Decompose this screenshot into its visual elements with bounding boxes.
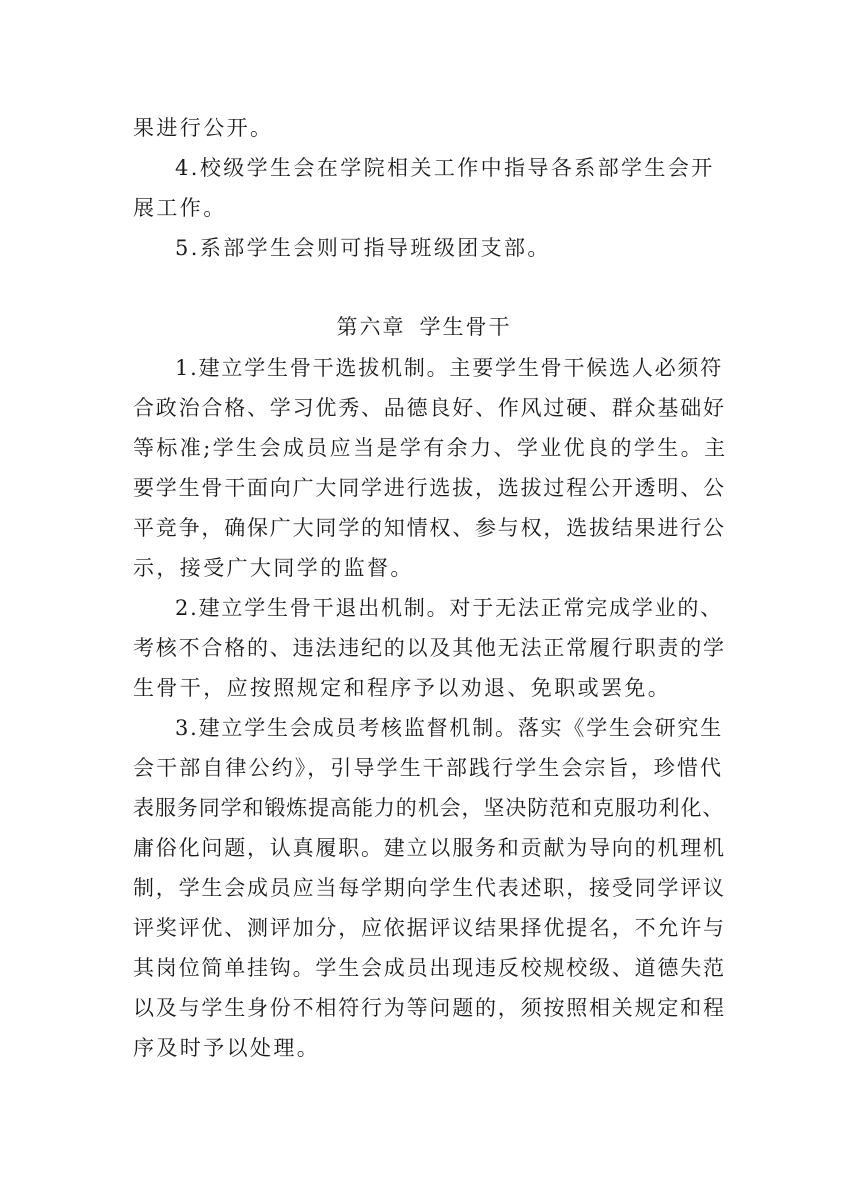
paragraph1-line-4: 要学生骨干面向广大同学进行选拔，选拔过程公开透明、公 bbox=[133, 476, 726, 500]
paragraph3-line-7: 其岗位简单挂钩。学生会成员出现违反校规校级、道德失范 bbox=[133, 956, 726, 980]
paragraph3-line-1: 3.建立学生会成员考核监督机制。落实《学生会研究生 bbox=[175, 716, 724, 740]
paragraph3-line-2: 会干部自律公约》，引导学生干部践行学生会宗旨，珍惜代 bbox=[133, 756, 724, 780]
carryover-line: 果进行公开。 bbox=[133, 116, 274, 140]
paragraph2-line-3: 生骨干，应按照规定和程序予以劝退、免职或罢免。 bbox=[133, 676, 672, 700]
paragraph1-line-3: 等标准;学生会成员应当是学有余力、学业优良的学生。主 bbox=[133, 436, 728, 460]
item4-line-1: 4.校级学生会在学院相关工作中指导各系部学生会开 bbox=[175, 156, 715, 180]
chapter-title: 学生骨干 bbox=[419, 315, 512, 339]
paragraph2-line-2: 考核不合格的、违法违纪的以及其他无法正常履行职责的学 bbox=[133, 636, 726, 660]
item4-line-2: 展工作。 bbox=[133, 196, 227, 220]
paragraph2-line-1: 2.建立学生骨干退出机制。对于无法正常完成学业的、 bbox=[175, 596, 724, 620]
paragraph3-line-8: 以及与学生身份不相符行为等问题的，须按照相关规定和程 bbox=[133, 996, 726, 1020]
chapter-heading bbox=[0, 312, 848, 342]
chapter-number: 第六章 bbox=[336, 315, 406, 339]
paragraph1-line-2: 合政治合格、学习优秀、品德良好、作风过硬、群众基础好 bbox=[133, 396, 726, 420]
item5-line-1: 5.系部学生会则可指导班级团支部。 bbox=[175, 236, 551, 260]
paragraph1-line-1: 1.建立学生骨干选拔机制。主要学生骨干候选人必须符 bbox=[175, 356, 724, 380]
paragraph3-line-4: 庸俗化问题，认真履职。建立以服务和贡献为导向的机理机 bbox=[133, 836, 726, 860]
paragraph3-line-6: 评奖评优、测评加分，应依据评议结果择优提名，不允许与 bbox=[133, 916, 726, 940]
paragraph3-line-5: 制，学生会成员应当每学期向学生代表述职，接受同学评议 bbox=[133, 876, 726, 900]
paragraph3-line-3: 表服务同学和锻炼提高能力的机会，坚决防范和克服功利化、 bbox=[133, 796, 725, 820]
paragraph1-line-5: 平竞争，确保广大同学的知情权、参与权，选拔结果进行公 bbox=[133, 516, 726, 540]
paragraph1-line-6: 示，接受广大同学的监督。 bbox=[133, 556, 414, 580]
paragraph3-line-9: 序及时予以处理。 bbox=[133, 1036, 321, 1060]
